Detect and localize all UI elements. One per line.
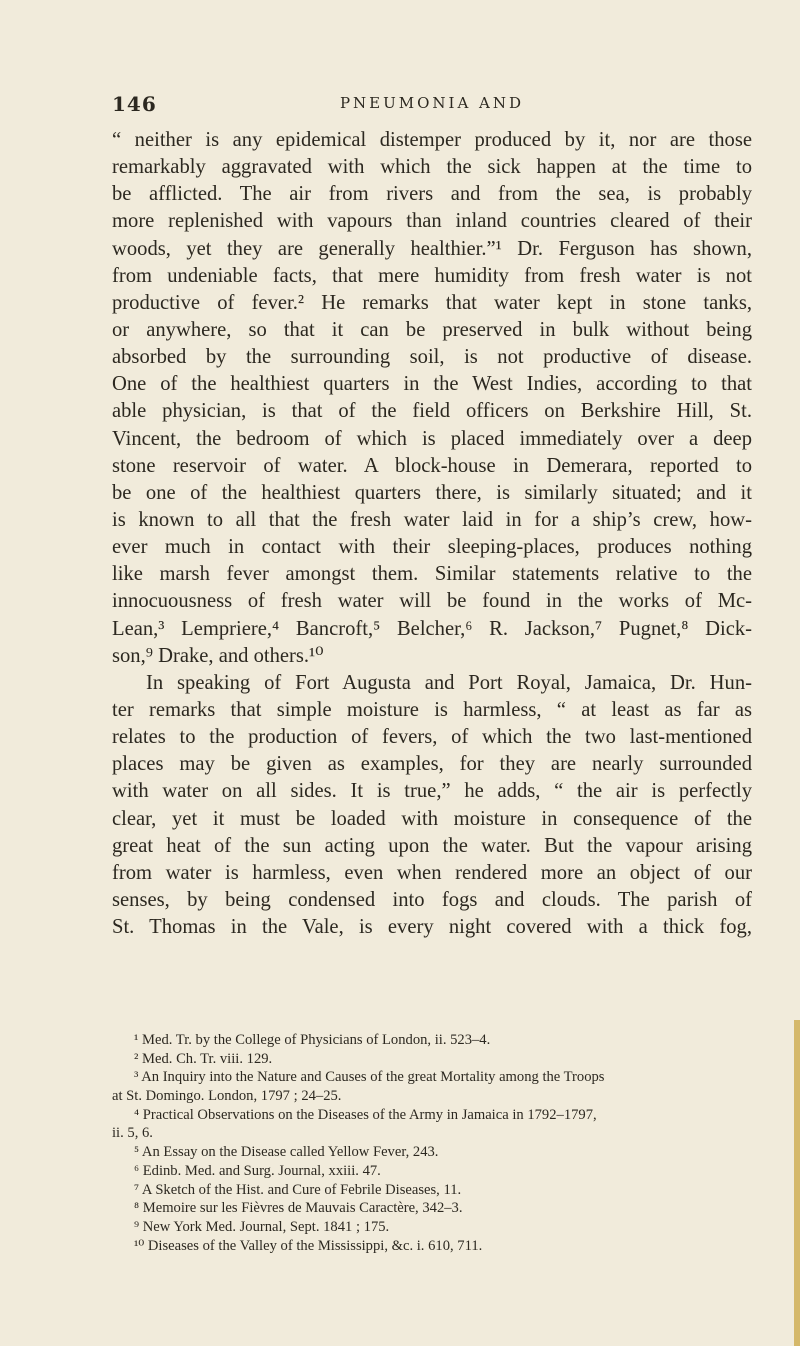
body-line: or anywhere, so that it can be preserved in bulk without being (112, 318, 752, 341)
body-line: woods, yet they are generally healthier.”¹ Dr. Ferguson has shown, (112, 237, 752, 260)
body-line: is known to all that the fresh water laid in for a ship’s crew, how- (112, 508, 752, 531)
footnote: ³ An Inquiry into the Nature and Causes of the great Mortality among the Troops (134, 1069, 605, 1086)
running-head: PNEUMONIA AND (339, 94, 525, 112)
body-line: In speaking of Fort Augusta and Port Royal, Jamaica, Dr. Hun- (146, 671, 752, 694)
footnote: ⁴ Practical Observations on the Diseases of the Army in Jamaica in 1792–1797, (134, 1106, 597, 1123)
body-line: ever much in contact with their sleeping-places, produces nothing (112, 536, 752, 559)
body-line: absorbed by the surrounding soil, is not productive of disease. (112, 346, 752, 369)
body-line: Lean,³ Lempriere,⁴ Bancroft,⁵ Belcher,⁶ R. Jackson,⁷ Pugnet,⁸ Dick- (112, 617, 752, 640)
page-edge-stain (794, 1020, 800, 1346)
body-line: productive of fever.² He remarks that water kept in stone tanks, (112, 291, 752, 314)
body-line: places may be given as examples, for they are nearly surrounded (112, 753, 752, 776)
body-line: relates to the production of fevers, of which the two last-mentioned (112, 726, 752, 749)
body-line: from undeniable facts, that mere humidity from fresh water is not (112, 264, 752, 287)
page-header (112, 92, 752, 120)
body-line: from water is harmless, even when rendered more an object of our (112, 861, 752, 884)
footnote: ¹ Med. Tr. by the College of Physicians of London, ii. 523–4. (134, 1032, 491, 1048)
body-line: more replenished with vapours than inland countries cleared of their (112, 210, 752, 233)
body-line: be afflicted. The air from rivers and from the sea, is probably (112, 183, 752, 206)
body-line: senses, by being condensed into fogs and clouds. The parish of (112, 888, 752, 911)
body-line: son,⁹ Drake, and others.¹⁰ (112, 644, 324, 667)
body-line: remarkably aggravated with which the sick happen at the time to (112, 156, 752, 179)
body-line: like marsh fever amongst them. Similar statements relative to the (112, 563, 752, 586)
body-line: able physician, is that of the field officers on Berkshire Hill, St. (112, 400, 752, 423)
footnote: ¹⁰ Diseases of the Valley of the Mississippi, &c. i. 610, 711. (134, 1237, 483, 1254)
body-line: St. Thomas in the Vale, is every night covered with a thick fog, (112, 916, 752, 939)
body-line: Vincent, the bedroom of which is placed immediately over a deep (112, 427, 752, 450)
footnotes (112, 1031, 752, 1255)
body-line: be one of the healthiest quarters there, is similarly situated; and it (112, 481, 752, 504)
body-line: One of the healthiest quarters in the West Indies, according to that (112, 373, 752, 396)
footnote: ⁹ New York Med. Journal, Sept. 1841 ; 175. (134, 1218, 390, 1235)
body-line: ter remarks that simple moisture is harmless, “ at least as far as (112, 698, 752, 721)
footnote-continuation: ii. 5, 6. (112, 1125, 153, 1142)
body-line: great heat of the sun acting upon the water. But the vapour arising (112, 834, 752, 857)
footnote: ⁷ A Sketch of the Hist. and Cure of Febrile Diseases, 11. (134, 1181, 462, 1198)
page-number: 146 (112, 92, 157, 116)
footnote: ⁸ Memoire sur les Fièvres de Mauvais Caractère, 342–3. (134, 1200, 463, 1217)
footnote: ⁶ Edinb. Med. and Surg. Journal, xxiii. 47. (134, 1162, 381, 1179)
footnote: ⁵ An Essay on the Disease called Yellow Fever, 243. (134, 1144, 439, 1161)
body-line: stone reservoir of water. A block-house in Demerara, reported to (112, 454, 752, 477)
body-line: “ neither is any epidemical distemper produced by it, nor are those (112, 129, 752, 151)
body-line: clear, yet it must be loaded with moisture in consequence of the (112, 807, 752, 830)
footnote-continuation: at St. Domingo. London, 1797 ; 24–25. (112, 1088, 342, 1105)
body-text (112, 127, 752, 941)
footnote: ² Med. Ch. Tr. viii. 129. (134, 1050, 273, 1067)
body-line: innocuousness of fresh water will be found in the works of Mc- (112, 590, 752, 613)
body-line: with water on all sides. It is true,” he adds, “ the air is perfectly (112, 780, 752, 803)
